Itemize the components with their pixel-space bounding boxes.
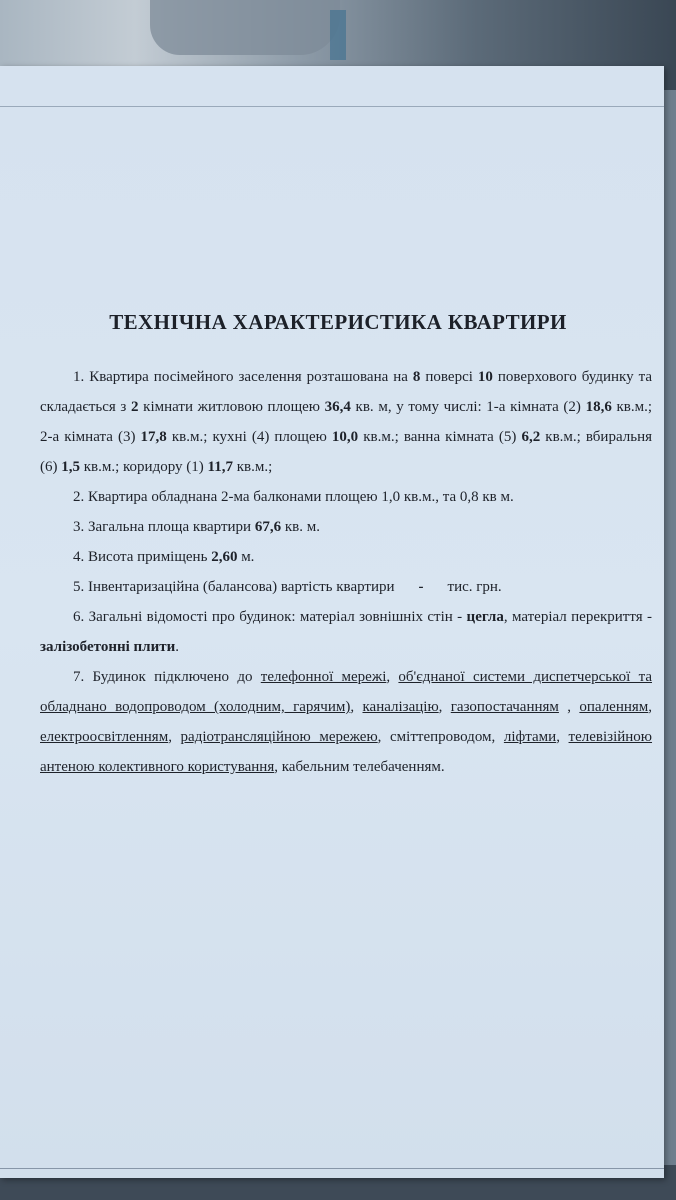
paragraph-7	[40, 662, 652, 782]
paragraph-4	[40, 542, 652, 572]
text: кв. м.	[281, 519, 320, 535]
paragraph-5	[40, 572, 652, 602]
kitchen-value: 10,0	[331, 429, 359, 445]
walls-material: цегла	[466, 609, 504, 625]
background-object	[150, 0, 340, 55]
underlined-radio: радіотрансляційною мережею	[180, 729, 378, 745]
document-title: ТЕХНІЧНА ХАРАКТЕРИСТИКА КВАРТИРИ	[109, 310, 567, 334]
underlined-sewerage: каналізацію	[362, 699, 439, 715]
text: ,	[648, 699, 653, 715]
text: 4. Висота приміщень	[73, 549, 212, 565]
paragraph-3	[40, 512, 652, 542]
text: , кабельним телебаченням.	[274, 759, 445, 775]
text: 3. Загальна площа квартири	[73, 519, 255, 535]
text: ,	[386, 669, 399, 685]
text: .	[175, 639, 179, 655]
living-area-value: 36,4	[324, 399, 351, 415]
text: ,	[556, 729, 569, 745]
floors-total-value: 10	[477, 369, 493, 385]
text: кв.м.; ванна кімната (5)	[358, 429, 522, 445]
floor-value: 8	[412, 369, 421, 385]
sheet-edge-top	[0, 106, 664, 107]
slabs-material: залізобетонні плити	[40, 639, 176, 655]
text: ,	[168, 729, 181, 745]
text: 5. Інвентаризаційна (балансова) вартість квартири	[73, 579, 395, 595]
text: поверсі	[420, 369, 478, 385]
text: кв.м.; кухні (4) площею	[166, 429, 332, 445]
text: кв.м.; коридору (1)	[80, 459, 208, 475]
text: м.	[237, 549, 255, 565]
text: 7. Будинок підключено до	[73, 669, 261, 685]
room2-value: 17,8	[140, 429, 167, 445]
paragraph-1	[40, 362, 652, 482]
room1-value: 18,6	[585, 399, 612, 415]
underlined-heating: опаленням	[579, 699, 649, 715]
underlined-tv-antenna: телевізійною антеною колективного користування	[40, 729, 653, 775]
text: , сміттепроводом,	[377, 729, 504, 745]
text: поверхового будинку та складається з	[40, 369, 652, 415]
underlined-dispatch-water: об'єднаної системи диспетчерської та обладнано водопроводом (холодним, гарячим)	[40, 669, 652, 715]
text: ,	[438, 699, 451, 715]
text: кв.м.; вбиральня (6)	[40, 429, 652, 475]
document-body	[40, 362, 652, 782]
underlined-elevators: ліфтами	[503, 729, 557, 745]
text: 1. Квартира посімейного заселення розташована на	[73, 369, 413, 385]
total-area-value: 67,6	[254, 519, 282, 535]
text: кв.м.; 2-а кімната (3)	[40, 399, 652, 445]
text: тис. грн.	[447, 579, 502, 595]
underlined-gas: газопостачанням	[450, 699, 559, 715]
corridor-value: 11,7	[207, 459, 233, 475]
bathroom-value: 6,2	[521, 429, 541, 445]
paragraph-6	[40, 602, 652, 662]
underlined-telephone: телефонної мережі	[260, 669, 387, 685]
text: кімнати житловою площею	[138, 399, 325, 415]
rooms-value: 2	[131, 399, 139, 415]
height-value: 2,60	[211, 549, 238, 565]
paragraph-2: 2. Квартира обладнана 2-ма балконами площею 1,0 кв.м., та 0,8 кв м.	[73, 489, 514, 505]
text: ,	[350, 699, 363, 715]
background-accent	[330, 10, 346, 60]
inventory-value: -	[418, 579, 424, 595]
underlined-electric-lighting: електроосвітленням	[40, 729, 169, 745]
toilet-value: 1,5	[61, 459, 80, 475]
sheet-edge-bottom	[0, 1168, 664, 1169]
text: 6. Загальні відомості про будинок: матеріал зовнішніх стін -	[73, 609, 467, 625]
text: ,	[558, 699, 580, 715]
text: , матеріал перекриття -	[503, 609, 652, 625]
text: кв.м.;	[232, 459, 273, 475]
text: кв. м, у тому числі: 1-а кімната (2)	[350, 399, 586, 415]
